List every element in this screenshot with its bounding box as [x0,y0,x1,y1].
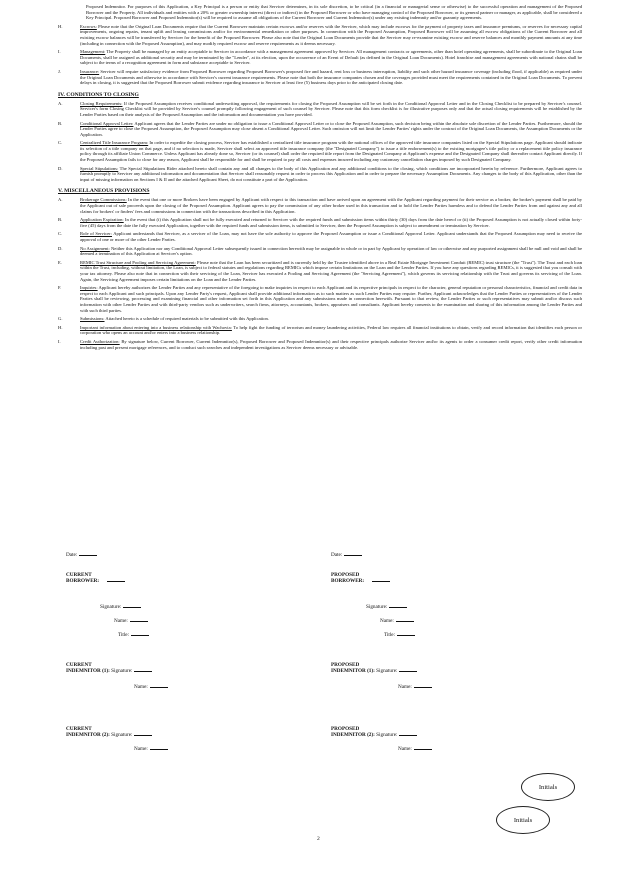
list-item [58,316,582,322]
list-item-lead: Brokerage Commissions: [80,197,127,203]
list-item-text [80,101,582,118]
list-item [58,140,582,162]
proposed-borrower-name[interactable]: Name: [380,618,414,624]
current-borrower-title[interactable]: Title: [118,632,149,638]
list-item-lead: Credit Authorization: [80,338,120,344]
list-item-text [80,197,582,214]
list-item [58,166,582,183]
proposed-borrower-label: PROPOSED BORROWER: [331,572,390,584]
list-item-marker: H. [58,23,63,29]
list-item-body: Please note that the Loan has been securitized and is currently held by the Trustee identified above in a Real Estate Mortgage Investment Conduit (REMIC) trust structure (the "Trust"). The Trust and each loan within the Trust, including, without limitation, the Loan, is subject to federal statutes and regulations regarding REMICs which impose certain limitations on the Loan and the Lender Parties. If you have any questions regarding REMICs, it is suggested that you consult with your tax attorney. Please also note that in connection with their servicing of the Loan, Servicer has executed a Pooling and Servicing Agreement (the "Servicing Agreement"), which governs its servicing relationship with the Trust and governs its servicing of the Loan. Again, the Servicing Agreement imposes certain limitations on the Loan and the Lender Parties. [80,259,582,282]
list-item-body: Applicant agrees that the Lender Parties are under no obligation to issue a Conditional Approval Letter or to close the Proposed Assumption, such decision being within the absolute sole discretion of the Lender Parties. Furthermore, should the Lender Parties agree to close the Proposed Assumption, the Proposed Assumption may close absent a Conditional Approval Letter. Such omission will not limit the Lender Parties' rights under the contract of the Original Loan Documents, the Assumption Documents or the Application. [80,120,583,137]
current-indemnitor2-block[interactable]: CURRENT INDEMNITOR (2): Signature: [66,726,152,738]
list-item [58,101,582,118]
list-item-marker: J. [58,68,61,74]
list-item-text [80,49,582,66]
list-item-marker: A. [58,100,63,106]
list-item-text [80,217,582,228]
list-item-lead: Management: [80,49,106,55]
list-item-lead: Submissions: [80,316,105,322]
list-item-text [80,339,582,350]
date-right[interactable]: Date: [331,552,362,558]
page-number: 2 [317,836,320,842]
current-borrower-name[interactable]: Name: [114,618,148,624]
list-item [58,285,582,313]
list-item-marker: G. [58,316,63,322]
list-item-text [80,166,582,183]
list-item-body: Applicant understands that Servicer, as a servicer of the Loan, may not have the sole authority to approve the Proposed Assumption or issue a Conditional Approval Letter. Applicant understands that the Proposed Assumption may need to receive the approval of one or more of the other Lender Parties. [80,231,582,242]
list-item-lead: Role of Servicer: [80,231,113,237]
items-group-b [58,101,582,183]
list-item [58,231,582,242]
list-item [58,69,582,86]
list-item [58,339,582,350]
list-item-lead: Insurance: [80,68,100,74]
list-item-lead: Application Expiration: [80,217,124,223]
current-indemnitor1-block[interactable]: CURRENT INDEMNITOR (1): Signature: [66,662,152,674]
list-item-body: Applicant hereby authorizes the Lender Parties and any representative of the foregoing to make inquiries in respect to each Applicant and its respective principals in respect to the character, general reputation or personal characteristics, financial and credit data in respect to each Applicant and such principals. Upon any Lender Party's request, Applicant shall provide additional information as to such matters as such Lender Parties may require. Further, Applicant acknowledges that the Lender Parties or representatives of the Lender Parties shall be reviewing, processing and examining financial and other information set forth in this Application and any submissions made in connection herewith. Pursuant to that review, the Lender Parties or such representatives may submit and/or discuss such information with other Lender Parties and with third-party vendors such as underwriters, search firms, attorneys, accountants, brokers, appraisers and consultants. Applicant hereby consents to the examination and sharing of this information among the Lender Parties and with such third parties. [80,285,582,313]
list-item-marker: B. [58,120,63,126]
proposed-indemnitor2-name[interactable]: Name: [398,746,432,752]
proposed-borrower-title[interactable]: Title: [384,632,415,638]
current-indemnitor2-name[interactable]: Name: [134,746,168,752]
list-item-lead: No Assignment: [80,245,110,251]
list-item-text [80,316,582,322]
current-indemnitor1-name[interactable]: Name: [134,684,168,690]
current-borrower-label: CURRENT BORROWER: [66,572,125,584]
list-item-marker: B. [58,217,63,223]
items-group-a [58,24,582,86]
proposed-indemnitor1-block[interactable]: PROPOSED INDEMNITOR (1): Signature: [331,662,417,674]
list-item [58,325,582,336]
list-item-body: In order to expedite the closing process, Servicer has established a centralized title insurance program with the national offices of the approved title insurance companies listed on the Special Stipulations page. Applicant should indicate its selection of a title company on that page, and if no selection is made, Servicer shall select an approved title insurance company (the "Designated Company") to issue a title endorsement(s) to the existing mortgagee's title policy or a replacement title policy insurance policy through its affiliate Union Commerce. Unless Applicant has already done so, Servicer (or its counsel) shall order the required title report from the Designated Company at Applicant's expense and the Designated Company shall thereafter contact Applicant directly. If the Proposed Assumption fails to close for any reason, Applicant shall be responsible for and shall be required to pay all costs and expenses incurred including any customary cancellation charges imposed by such Designated Company. [80,140,582,163]
list-item-marker: F. [58,285,62,291]
list-item-body: In the event that one or more Brokers have been engaged by Applicant with respect to this transaction and have arrived upon an agreement with the Applicant regarding payment for their service as a broker, the broker's payment shall be paid by the Applicant out of sale proceeds upon the closing of the Proposed Assumption. Applicant agrees to pay the commission of any other broker used in this transaction and to hold the Lender Parties harmless and to defend the Lender Parties from and against any and all claims for brokers' or finders' fees and commissions in connection with the transactions described in this Application. [80,197,583,214]
list-item [58,260,582,282]
list-item-text [80,140,582,162]
list-item-lead: Conditional Approval Letter: [80,120,134,126]
list-item-text [80,325,582,336]
list-item-text [80,260,582,282]
list-item-marker: D. [58,165,63,171]
list-item-text [80,121,582,138]
list-item-marker: E. [58,259,62,265]
proposed-indemnitor1-name[interactable]: Name: [398,684,432,690]
list-item-text [80,246,582,257]
list-item [58,197,582,214]
initials-box-1[interactable]: Initials [521,773,575,801]
list-item-body: By signature below, Current Borrower, Current Indemnitor(s), Proposed Borrower and Proposed Indemnitor(s) and their respective principals authorize Servicer and/or its agents to order a consumer credit report, verify other credit information including past and present mortgage references, and to conduct such searches and independent investigations as Servicer deems necessary or advisable. [80,338,583,350]
items-group-c [58,197,582,350]
list-item-text [80,285,582,313]
list-item-body: The Special Stipulations Rider attached hereto shall contain any and all changes to the body of this Application and any additional conditions to the closing, which conditions are incorporated herein by reference. Furthermore, Applicant agrees to furnish promptly to Servicer any additional information and documentation that Servicer shall reasonably request in order to process this Application and in order to prepare the necessary Assumption Documents. Any changes to the body of this Application, other than the input of missing information on Sections I & II and the attached Applicant Sheet, do not constitute a part of the Application. [80,165,582,182]
list-item-marker: A. [58,197,63,203]
list-item-lead: Centralized Title Insurance Program: [80,140,149,146]
list-item [58,121,582,138]
initials-box-2[interactable]: Initials [496,806,550,834]
list-item-lead: Escrows: [80,23,97,29]
document-body [58,4,582,350]
list-item-body: To help fight the funding of terrorism and money laundering activities, Federal law requires all financial institutions to obtain, verify and record information that identifies each person or corporation who opens an account and/or enters into a business relationship. [80,324,583,336]
list-item-marker: I. [58,338,61,344]
list-item-text [80,69,582,86]
list-item-lead: Special Stipulations: [80,165,119,171]
list-item-marker: C. [58,140,63,146]
list-item-text [80,231,582,242]
list-item-marker: D. [58,245,63,251]
list-item-lead: Inquiries: [80,285,98,291]
list-item-body: If the Proposed Assumption receives conditional underwriting approval, the requirements for closing the Proposed Assumption will be set forth in the Conditional Approval Letter and in the Closing Checklist to be prepared by Servicer's counsel. Servicer's form Closing Checklist will be provided by Servicer's counsel promptly following engagement of such counsel by Servicer. Please note that this form checklist is for illustrative purposes only and that the actual closing requirements will be established by the Lender Parties based on their analysis of the Proposed Assumption and the information and documentation you have provided. [80,100,582,117]
list-item [58,49,582,66]
list-item [58,217,582,228]
list-item-lead: Closing Requirements: [80,100,123,106]
list-item [58,24,582,46]
list-item-marker: H. [58,324,63,330]
list-item-body: The Property shall be managed by an entity acceptable to Servicer in accordance with a management agreement approved by Servicer. All management contracts or agreements, other than hotel operating agreements, shall be subordinate to the Original Loan Documents, shall be assigned as additional security and may be terminated by the "Lender", at its election, upon the occurrence of an Event of Default (as defined in the Original Loan Documents). Hotel franchise and management agreements with national chains shall be subject to the terms of a recognition agreement in form and substance acceptable to Servicer. [80,49,582,66]
intro-paragraph: Proposed Indemnitor. For purposes of this Application, a Key Principal is a person or entity that Servicer determines, in its sole discretion, to be critical (in a financial or managerial sense or otherwise) to the successful operation and management of the Proposed Borrower and the Property. All individuals and entities with a 20% or greater ownership interest (direct or indirect) in the Proposed Borrower or who have managing control of the Proposed Borrower, or its general partner or manager, as applicable, shall be considered a Key Principal. Proposed Borrower and Proposed Indemnitor(s) will be required to assume all obligations of the Current Borrower and Current Indemnitor(s) under any existing indemnity and/or guaranty agreements. [86,4,582,21]
list-item-body: Please note that the Original Loan Documents require that the Current Borrower maintain certain escrows and/or reserves with the Servicer, which may include escrows for the payment of property taxes and insurance premiums, or reserves for necessary capital improvements, ongoing repairs, tenant uplift and leasing commissions and/or for environmental remediation or other purposes. In connection with the Proposed Assumption, Proposed Borrower will be assuming all escrow obligations of the Current Borrower and all existing escrow balances will be transferred by Servicer for the benefit of the Proposed Borrower. Please also note that the Original Loan Documents provide that the Servicer may re-examine existing escrow and reserve balances and monthly payment amounts at any time (including in connection with the Proposed Assumption), and may modify required escrow and reserve requirements as it deems necessary. [80,23,582,46]
list-item-body: Neither this Application nor any Conditional Approval Letter subsequently issued in connection herewith may be assignable in whole or in part by Applicant by operation of law or otherwise and any purported assignment shall be null and void and shall be deemed a termination of this Application at Servicer's option. [80,245,582,257]
section-heading-conditions: IV. CONDITIONS TO CLOSING [58,91,139,98]
list-item-marker: C. [58,231,63,237]
list-item-body: Attached hereto is a schedule of required materials to be submitted with this Application. [104,316,269,322]
list-item-marker: I. [58,49,61,55]
list-item-body: In the event that (i) this Application shall not be fully executed and returned to Servicer with the required funds and submission items within thirty (30) days from the date hereof or (ii) the Proposed Assumption is not actually closed within forty-five (45) days from the date the fully executed Application, together with the required funds and submission items, is submitted to Servicer, then the Proposed Assumption is subject to amendment or termination by Servicer. [80,217,582,228]
list-item-text [80,24,582,46]
list-item [58,246,582,257]
proposed-borrower-signature[interactable]: Signature: [366,604,407,610]
list-item-body: Servicer will require satisfactory evidence from Proposed Borrower regarding Proposed Borrower's proposed fire and hazard, rent loss or business interruption, liability and such other hazard insurance coverage (including flood, if applicable) as required under the Original Loan Documents and otherwise in accordance with Servicer's current insurance requirements. Please note that both the insurance companies chosen and the coverages provided must meet the requirements contained in the Original Loan Documents. To prevent delays in closing, it is suggested that the Proposed Borrower submit evidence regarding insurance to Servicer at least five (5) business days prior to the anticipated closing date. [80,68,582,86]
proposed-indemnitor2-block[interactable]: PROPOSED INDEMNITOR (2): Signature: [331,726,417,738]
list-item-lead: REMIC Trust Structure and Pooling and Servicing Agreement: [80,259,196,265]
date-left[interactable]: Date: [66,552,97,558]
section-heading-miscellaneous: V. MISCELLANEOUS PROVISIONS [58,188,150,195]
current-borrower-signature[interactable]: Signature: [100,604,141,610]
list-item-lead: Important information about entering into a business relationship with Wachovia: [80,324,232,330]
